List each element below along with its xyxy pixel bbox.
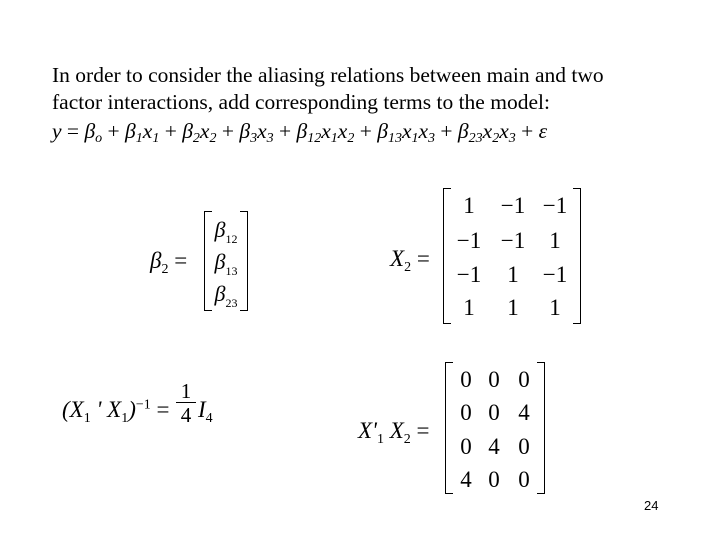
model-x1: x bbox=[142, 119, 153, 143]
inverse-fraction bbox=[176, 380, 196, 427]
model-x23b: x bbox=[499, 119, 509, 143]
model-x2-sub: 2 bbox=[209, 131, 217, 146]
beta2-entry-1: $\beta_{12}$ bbox=[214, 217, 238, 246]
xtx2-cell: 0 bbox=[518, 367, 530, 392]
model-plus: + bbox=[159, 119, 183, 143]
model-beta1: β bbox=[125, 119, 136, 143]
model-beta3: β bbox=[239, 119, 251, 143]
model-epsilon: ε bbox=[538, 119, 548, 143]
x2-matrix bbox=[443, 188, 581, 324]
model-plus: + bbox=[273, 119, 297, 143]
model-x3: x bbox=[257, 119, 267, 143]
model-x23b-sub: 3 bbox=[508, 131, 516, 146]
intro-line-2: factor interactions, add corresponding terms to the model: bbox=[52, 90, 550, 114]
model-x13a: x bbox=[401, 119, 412, 143]
xtx2-label: $X'_1$ $X_2$ = bbox=[358, 418, 430, 447]
beta2-entry-3: $\beta_{23}$ bbox=[214, 281, 238, 310]
xtx2-cell: 0 bbox=[460, 400, 472, 425]
fraction-denominator: 4 bbox=[180, 403, 192, 427]
model-plus: + bbox=[102, 119, 126, 143]
model-beta3-sub: 3 bbox=[250, 131, 258, 146]
model-x13b-sub: 3 bbox=[428, 131, 436, 146]
model-x12b-sub: 2 bbox=[347, 131, 355, 146]
xtx2-cell: 0 bbox=[488, 467, 500, 492]
model-beta2: β bbox=[182, 119, 193, 143]
model-x3-sub: 3 bbox=[266, 131, 274, 146]
xtx2-cell: 0 bbox=[518, 434, 530, 459]
model-plus: + bbox=[354, 119, 378, 143]
model-y: y bbox=[52, 119, 62, 143]
model-beta23-sub: 23 bbox=[468, 131, 483, 146]
model-beta13: β bbox=[377, 119, 388, 143]
beta2-vector bbox=[204, 211, 248, 311]
page-number: 24 bbox=[644, 498, 659, 513]
model-beta12: β bbox=[296, 119, 308, 143]
model-beta12-sub: 12 bbox=[307, 131, 322, 146]
model-beta0: β bbox=[84, 119, 96, 143]
inverse-rhs: $I_4$ bbox=[198, 397, 213, 426]
xtx2-cell: 0 bbox=[488, 367, 500, 392]
model-x12b: x bbox=[337, 119, 348, 143]
model-equation bbox=[52, 119, 547, 144]
model-beta2-sub: 2 bbox=[192, 131, 200, 146]
xtx2-cell: 4 bbox=[488, 434, 500, 459]
model-x12a: x bbox=[321, 119, 331, 143]
model-plus: + bbox=[515, 119, 539, 143]
model-x13b: x bbox=[418, 119, 429, 143]
xtx2-cell: 0 bbox=[488, 400, 500, 425]
xtx2-cell: 4 bbox=[460, 467, 472, 492]
xtx2-cell: 0 bbox=[460, 434, 472, 459]
xtx2-cell: 0 bbox=[460, 367, 472, 392]
intro-text bbox=[52, 62, 692, 116]
x2-cell: 1 bbox=[463, 295, 475, 320]
model-x2: x bbox=[199, 119, 210, 143]
model-plus: + bbox=[435, 119, 458, 143]
model-x1-sub: 1 bbox=[152, 131, 160, 146]
model-beta0-sub: o bbox=[95, 131, 103, 146]
x2-cell: −1 bbox=[542, 193, 568, 218]
model-eq: = bbox=[61, 119, 85, 143]
model-x23a-sub: 2 bbox=[492, 131, 500, 146]
x2-cell: −1 bbox=[500, 228, 526, 253]
x2-cell: 1 bbox=[549, 295, 561, 320]
x2-cell: −1 bbox=[456, 228, 482, 253]
inverse-lhs: ($X_1$ ' $X_1)^{-1}$ = bbox=[62, 397, 170, 426]
x2-cell: −1 bbox=[456, 262, 482, 287]
x2-cell: −1 bbox=[500, 193, 526, 218]
xtx2-matrix bbox=[445, 362, 545, 494]
beta2-label: $\beta_2$ = bbox=[150, 248, 188, 277]
x2-label: $X_2$ = bbox=[390, 246, 430, 275]
model-x23a: x bbox=[482, 119, 493, 143]
model-beta13-sub: 13 bbox=[387, 131, 402, 146]
beta2-entry-2: $\beta_{13}$ bbox=[214, 249, 238, 278]
intro-line-1: In order to consider the aliasing relations between main and two bbox=[52, 63, 604, 87]
model-beta23: β bbox=[457, 119, 469, 143]
model-plus: + bbox=[216, 119, 240, 143]
xtx2-cell: 4 bbox=[518, 400, 530, 425]
model-beta1-sub: 1 bbox=[135, 131, 143, 146]
model-x13a-sub: 1 bbox=[411, 131, 419, 146]
x2-cell: 1 bbox=[549, 228, 561, 253]
model-x12a-sub: 1 bbox=[330, 131, 338, 146]
x2-cell: 1 bbox=[463, 193, 475, 218]
x2-cell: 1 bbox=[507, 295, 519, 320]
x2-cell: 1 bbox=[507, 262, 519, 287]
fraction-numerator: 1 bbox=[180, 379, 192, 403]
xtx2-cell: 0 bbox=[518, 467, 530, 492]
x2-cell: −1 bbox=[542, 262, 568, 287]
